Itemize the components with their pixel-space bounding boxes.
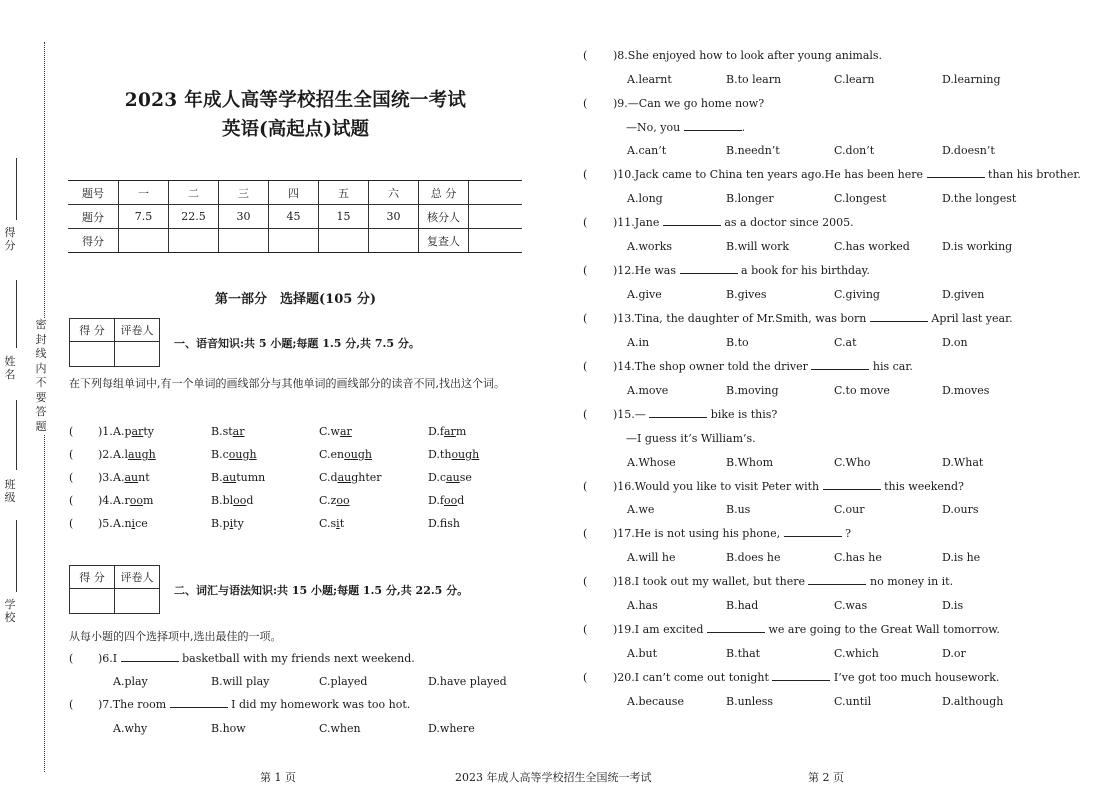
margin-name-label: 姓 名 (4, 355, 16, 381)
underlined-part: au (337, 471, 352, 484)
stem-text: ? (845, 527, 852, 540)
option-choice[interactable]: C.learn (834, 73, 875, 86)
dialogue-line (626, 121, 745, 134)
answer-blank[interactable] (927, 168, 985, 178)
option-text: A.p (113, 425, 132, 438)
option-text: D.f (428, 425, 444, 438)
grader-score-label: 得 分 (70, 319, 115, 342)
table-cell: 22.5 (169, 205, 219, 229)
question-stem (613, 480, 964, 493)
underlined-part: au (124, 471, 139, 484)
option-text: B.c (211, 448, 229, 461)
margin-class-label: 班 级 (4, 478, 16, 504)
table-cell: 30 (219, 205, 269, 229)
option-text: A.n (113, 517, 132, 530)
table-cell (369, 229, 419, 253)
section1-grader-box (69, 318, 160, 367)
option-text: B. (211, 471, 223, 484)
option-choice[interactable]: B.how (211, 722, 246, 735)
underlined-part: ough (451, 448, 480, 461)
stem-text: )11.Jane (613, 216, 660, 229)
option-choice[interactable]: C.don’t (834, 144, 875, 157)
option-choice[interactable] (319, 425, 352, 438)
option-choice[interactable] (319, 494, 350, 507)
option-choice[interactable] (113, 471, 150, 484)
table-cell: 30 (369, 205, 419, 229)
option-choice[interactable]: B.to (726, 336, 749, 349)
option-choice[interactable]: B.gives (726, 288, 767, 301)
option-choice[interactable]: B.moving (726, 384, 779, 397)
question-stem (613, 216, 854, 229)
question-stem (613, 527, 851, 540)
option-choice[interactable]: A.because (627, 695, 684, 708)
stem-text: —I guess it’s William’s. (626, 432, 756, 445)
question-stem (613, 671, 999, 684)
option-text: C.s (319, 517, 337, 530)
stem-text: I did my homework was too hot. (231, 698, 411, 711)
question-stem (613, 312, 1013, 325)
stem-text: )19.I am excited (613, 623, 704, 636)
option-choice[interactable]: A.will he (627, 551, 676, 564)
footer-page2: 第 2 页 (808, 771, 844, 784)
underlined-part: i (229, 517, 234, 530)
stem-text: . (741, 121, 746, 134)
option-choice[interactable]: C.until (834, 695, 872, 708)
answer-blank[interactable] (772, 671, 830, 681)
option-text: ce (135, 517, 148, 530)
option-choice[interactable]: B.will work (726, 240, 790, 253)
table-cell (269, 229, 319, 253)
option-choice[interactable]: C.was (834, 599, 868, 612)
option-choice[interactable]: B.will play (211, 675, 270, 688)
option-choice[interactable] (211, 517, 244, 530)
table-cell: 核分人 (419, 205, 469, 229)
stem-text: )8.She enjoyed how to look after young animals. (613, 49, 883, 62)
answer-paren[interactable]: ( (583, 168, 588, 181)
question-stem (613, 168, 1081, 181)
question-stem (613, 575, 953, 588)
option-choice[interactable]: A.play (113, 675, 148, 688)
question-number: )1. (98, 425, 113, 438)
option-text: d (457, 494, 465, 507)
seal-warning-text: 密封线内不要答题 (35, 318, 47, 433)
option-choice[interactable] (211, 448, 257, 461)
section1-title: 一、语音知识:共 5 小题;每题 1.5 分,共 7.5 分。 (174, 337, 420, 350)
section1-instruction: 在下列每组单词中,有一个单词的画线部分与其他单词的画线部分的读音不同,找出这个词。 (69, 377, 505, 390)
option-choice[interactable] (211, 425, 244, 438)
grader-score-cell (70, 589, 115, 614)
table-cell: 三 (219, 181, 269, 205)
answer-blank[interactable] (784, 527, 842, 537)
option-choice[interactable]: A.long (627, 192, 663, 205)
table-cell: 二 (169, 181, 219, 205)
option-choice[interactable]: A.works (627, 240, 673, 253)
section2-title: 二、词汇与语法知识:共 15 小题;每题 1.5 分,共 22.5 分。 (174, 584, 469, 597)
table-cell: 五 (319, 181, 369, 205)
stem-text: )9.—Can we go home now? (613, 97, 765, 110)
margin-name-line (16, 280, 17, 348)
answer-paren[interactable]: ( (583, 97, 588, 110)
table-cell (469, 229, 523, 253)
option-text: D.f (428, 517, 448, 530)
option-choice[interactable]: D.doesn’t (942, 144, 995, 157)
option-choice[interactable]: B.had (726, 599, 759, 612)
option-choice[interactable]: D.ours (942, 503, 979, 516)
underlined-part: ough (344, 448, 372, 461)
answer-paren[interactable]: ( (69, 494, 74, 507)
option-choice[interactable] (211, 471, 265, 484)
option-choice[interactable]: D.where (428, 722, 475, 735)
table-cell (219, 229, 269, 253)
option-choice[interactable] (428, 494, 464, 507)
underlined-part: i (336, 517, 340, 530)
table-cell: 六 (369, 181, 419, 205)
option-text: ty (143, 425, 154, 438)
option-choice[interactable]: A.give (627, 288, 662, 301)
underlined-part: au (222, 471, 237, 484)
section2-instruction: 从每小题的四个选择项中,选出最佳的一项。 (69, 630, 282, 643)
option-choice[interactable]: B.does he (726, 551, 781, 564)
score-table (68, 180, 522, 253)
table-cell: 总 分 (419, 181, 469, 205)
option-choice[interactable]: D.is (942, 599, 964, 612)
underlined-part: oo (336, 494, 350, 507)
option-choice[interactable]: B.needn’t (726, 144, 780, 157)
option-choice[interactable] (113, 448, 156, 461)
option-choice[interactable]: A.has (627, 599, 658, 612)
table-cell: 7.5 (119, 205, 169, 229)
option-choice[interactable]: D.moves (942, 384, 990, 397)
margin-score-line (16, 158, 17, 220)
option-text: tumn (236, 471, 266, 484)
question-number: )3. (98, 471, 113, 484)
option-text: sh (447, 517, 460, 530)
grader-label: 评卷人 (115, 566, 160, 589)
option-text: t (339, 517, 345, 530)
exam-subtitle: 英语(高起点)试题 (221, 119, 369, 140)
option-text: C.d (319, 471, 338, 484)
option-choice[interactable]: B.us (726, 503, 751, 516)
option-choice[interactable]: A.why (113, 722, 148, 735)
answer-blank[interactable] (870, 312, 928, 322)
stem-text: )6.I (98, 652, 118, 665)
stem-text: )18.I took out my wallet, but there (613, 575, 805, 588)
table-cell: 题号 (68, 181, 119, 205)
stem-text: bike is this? (710, 408, 778, 421)
table-cell (119, 229, 169, 253)
stem-text: )16.Would you like to visit Peter with (613, 480, 820, 493)
option-choice[interactable]: C.giving (834, 288, 880, 301)
question-stem (613, 264, 870, 277)
stem-text: as a doctor since 2005. (724, 216, 854, 229)
answer-paren[interactable]: ( (69, 425, 74, 438)
stem-text: )20.I can’t come out tonight (613, 671, 769, 684)
underlined-part: ar (339, 425, 352, 438)
option-choice[interactable]: C.at (834, 336, 857, 349)
option-choice[interactable]: A.can’t (627, 144, 667, 157)
answer-blank[interactable] (707, 623, 765, 633)
section2-grader-box (69, 565, 160, 614)
stem-text: )10.Jack came to China ten years ago.He has been here (613, 168, 924, 181)
answer-paren[interactable]: ( (583, 623, 588, 636)
option-choice[interactable]: C.played (319, 675, 368, 688)
stem-text: )17.He is not using his phone, (613, 527, 781, 540)
stem-text: )7.The room (98, 698, 167, 711)
option-choice[interactable]: D.is working (942, 240, 1013, 253)
underlined-part: ough (228, 448, 257, 461)
margin-class-line (16, 400, 17, 470)
option-text: se (459, 471, 472, 484)
option-text: m (142, 494, 154, 507)
score-table-score-row (68, 229, 522, 253)
option-choice[interactable]: A.learnt (627, 73, 672, 86)
option-text: A.r (113, 494, 130, 507)
stem-text: no money in it. (869, 575, 954, 588)
table-cell: 得分 (68, 229, 119, 253)
option-choice[interactable]: B.that (726, 647, 761, 660)
option-choice[interactable]: B.unless (726, 695, 774, 708)
margin-school-line (16, 520, 17, 592)
option-text: ty (233, 517, 244, 530)
option-choice[interactable]: D.given (942, 288, 985, 301)
table-cell (169, 229, 219, 253)
underlined-part: oo (444, 494, 458, 507)
option-choice[interactable]: A.but (627, 647, 657, 660)
option-choice[interactable] (319, 517, 344, 530)
answer-blank[interactable] (823, 480, 881, 490)
option-choice[interactable] (428, 471, 472, 484)
table-cell (469, 205, 523, 229)
table-cell: 15 (319, 205, 369, 229)
option-text: d (246, 494, 254, 507)
option-text: C.z (319, 494, 337, 507)
table-cell: 题分 (68, 205, 119, 229)
exam-title: 2023 年成人高等学校招生全国统一考试 (124, 90, 467, 111)
answer-blank[interactable] (663, 216, 721, 226)
stem-text: than his brother. (988, 168, 1081, 181)
option-text: A.l (113, 448, 128, 461)
option-text: nt (138, 471, 150, 484)
answer-blank[interactable] (170, 698, 228, 708)
score-table-points-row (68, 205, 522, 229)
question-stem (98, 698, 410, 711)
stem-text: )12.He was (613, 264, 677, 277)
option-choice[interactable]: B.Whom (726, 456, 774, 469)
part1-title: 第一部分 选择题(105 分) (215, 292, 376, 307)
underlined-part: ar (444, 425, 456, 438)
option-text: D.f (428, 494, 444, 507)
margin-score-label: 得 分 (4, 226, 16, 252)
option-choice[interactable] (428, 448, 479, 461)
underlined-part: oo (233, 494, 247, 507)
answer-paren[interactable]: ( (69, 471, 74, 484)
question-stem (98, 652, 415, 665)
answer-paren[interactable]: ( (583, 480, 588, 493)
option-choice[interactable]: B.longer (726, 192, 774, 205)
option-choice[interactable]: D.on (942, 336, 968, 349)
underlined-part: ar (131, 425, 144, 438)
option-choice[interactable] (319, 448, 372, 461)
answer-blank[interactable] (680, 264, 738, 274)
option-text: B.st (211, 425, 233, 438)
underlined-part: au (446, 471, 460, 484)
footer-center: 2023 年成人高等学校招生全国统一考试 (455, 771, 652, 784)
option-text: ghter (351, 471, 382, 484)
stem-text: )15.— (613, 408, 646, 421)
answer-paren[interactable]: ( (583, 216, 588, 229)
question-number: )4. (98, 494, 113, 507)
underlined-part: i (131, 517, 136, 530)
stem-text: basketball with my friends next weekend. (182, 652, 415, 665)
option-choice[interactable]: D.What (942, 456, 984, 469)
option-choice[interactable]: A.Whose (627, 456, 676, 469)
question-number: )2. (98, 448, 113, 461)
option-text: B.bl (211, 494, 234, 507)
option-choice[interactable]: A.we (627, 503, 655, 516)
answer-paren[interactable]: ( (69, 448, 74, 461)
stem-text: his car. (872, 360, 913, 373)
underlined-part: oo (129, 494, 143, 507)
answer-paren[interactable]: ( (583, 575, 588, 588)
option-choice[interactable]: D.although (942, 695, 1004, 708)
option-text: A. (113, 471, 125, 484)
option-choice[interactable]: C.longest (834, 192, 887, 205)
option-choice[interactable] (113, 494, 153, 507)
answer-blank[interactable] (808, 575, 866, 585)
question-number: )5. (98, 517, 113, 530)
answer-paren[interactable]: ( (69, 652, 74, 665)
table-cell (469, 181, 523, 205)
underlined-part: ar (232, 425, 245, 438)
option-choice[interactable]: A.move (627, 384, 669, 397)
answer-blank[interactable] (649, 408, 707, 418)
answer-paren[interactable]: ( (583, 671, 588, 684)
option-choice[interactable] (113, 517, 148, 530)
grader-score-cell (70, 342, 115, 367)
option-choice[interactable]: D.or (942, 647, 966, 660)
grader-score-label: 得 分 (70, 566, 115, 589)
answer-paren[interactable]: ( (583, 408, 588, 421)
table-cell: 复查人 (419, 229, 469, 253)
table-cell: 45 (269, 205, 319, 229)
stem-text: this weekend? (884, 480, 964, 493)
grader-label: 评卷人 (115, 319, 160, 342)
answer-paren[interactable]: ( (583, 49, 588, 62)
stem-text: we are going to the Great Wall tomorrow. (768, 623, 1000, 636)
option-choice[interactable]: D.the longest (942, 192, 1017, 205)
score-table-header-row (68, 181, 522, 205)
option-choice[interactable] (428, 425, 466, 438)
option-choice[interactable]: C.which (834, 647, 879, 660)
option-choice[interactable] (319, 471, 382, 484)
question-stem (613, 408, 777, 421)
stem-text: April last year. (931, 312, 1013, 325)
option-text: C.w (319, 425, 340, 438)
question-stem (613, 360, 913, 373)
option-text: D.c (428, 471, 447, 484)
footer-page1: 第 1 页 (260, 771, 296, 784)
answer-paren[interactable]: ( (583, 527, 588, 540)
option-choice[interactable]: D.learning (942, 73, 1001, 86)
grader-name-cell (115, 589, 160, 614)
option-choice[interactable]: D.have played (428, 675, 507, 688)
option-text: m (455, 425, 467, 438)
answer-paren[interactable]: ( (69, 698, 74, 711)
dialogue-line (626, 432, 756, 445)
stem-text: )14.The shop owner told the driver (613, 360, 808, 373)
answer-paren[interactable]: ( (583, 264, 588, 277)
stem-text: I’ve got too much housework. (833, 671, 1000, 684)
underlined-part: augh (127, 448, 156, 461)
option-text: D.th (428, 448, 452, 461)
option-choice[interactable]: C.when (319, 722, 361, 735)
option-choice[interactable]: C.our (834, 503, 865, 516)
stem-text: )13.Tina, the daughter of Mr.Smith, was born (613, 312, 867, 325)
option-choice[interactable]: C.has he (834, 551, 882, 564)
option-choice[interactable] (113, 425, 154, 438)
answer-paren[interactable]: ( (69, 517, 74, 530)
grader-name-cell (115, 342, 160, 367)
option-choice[interactable]: A.in (627, 336, 650, 349)
question-stem (613, 97, 764, 110)
option-choice[interactable]: C.has worked (834, 240, 910, 253)
option-choice[interactable]: D.is he (942, 551, 981, 564)
question-stem (613, 49, 882, 62)
stem-text: a book for his birthday. (741, 264, 870, 277)
question-stem (613, 623, 1000, 636)
answer-blank[interactable] (811, 360, 869, 370)
table-cell: 四 (269, 181, 319, 205)
answer-paren[interactable]: ( (583, 312, 588, 325)
answer-blank[interactable] (121, 652, 179, 662)
option-choice[interactable]: B.to learn (726, 73, 782, 86)
option-choice[interactable]: C.Who (834, 456, 871, 469)
option-choice[interactable]: C.to move (834, 384, 890, 397)
margin-school-label: 学 校 (4, 598, 16, 624)
table-cell: 一 (119, 181, 169, 205)
answer-blank[interactable] (684, 121, 742, 131)
option-text: B.p (211, 517, 230, 530)
option-text: C.en (319, 448, 345, 461)
answer-paren[interactable]: ( (583, 360, 588, 373)
table-cell (319, 229, 369, 253)
stem-text: —No, you (626, 121, 681, 134)
option-choice[interactable] (428, 517, 460, 530)
option-choice[interactable] (211, 494, 253, 507)
